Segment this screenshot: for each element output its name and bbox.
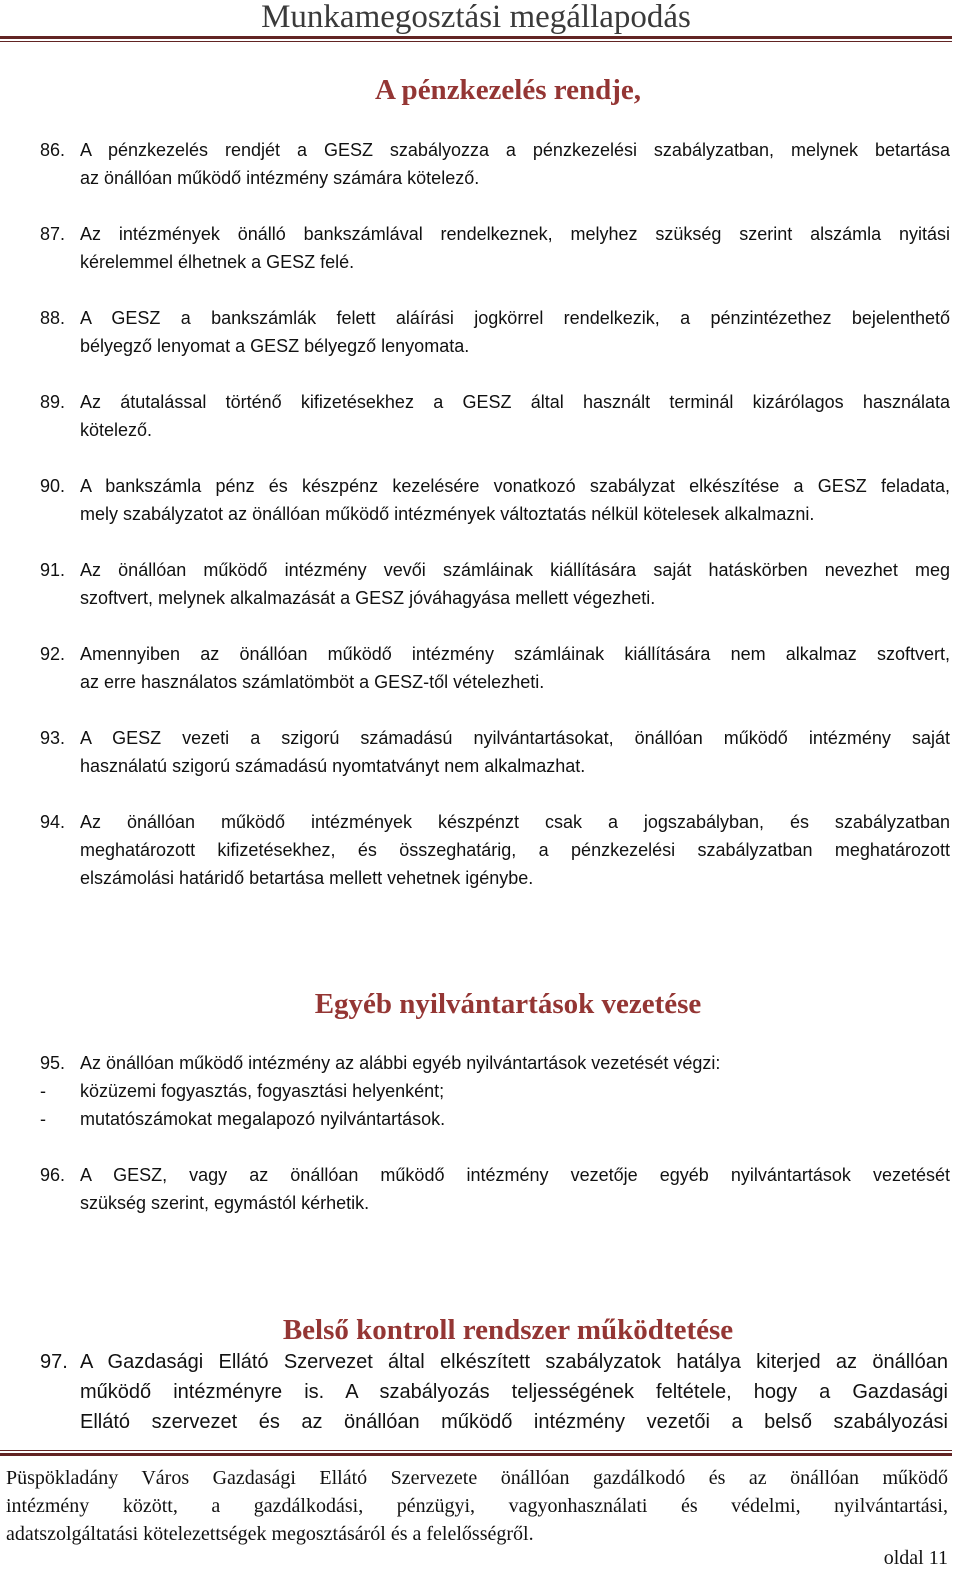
text-line: meghatározott kifizetésekhez, és összeghatárig, a pénzkezelési szabályzatban meghatározott xyxy=(80,840,950,860)
footer-line: intézmény között, a gazdálkodási, pénzügyi, vagyonhasználati és védelmi, nyilvántartási, xyxy=(6,1495,948,1517)
header-rule-thick xyxy=(0,36,952,39)
text-line: Amennyiben az önállóan működő intézmény számláinak kiállítására nem alkalmaz szoftvert, xyxy=(80,644,950,664)
paragraph-number: 88. xyxy=(40,308,66,328)
paragraph-number: 87. xyxy=(40,224,66,244)
paragraph-text xyxy=(80,472,950,528)
paragraph-text xyxy=(80,556,950,612)
paragraph-text xyxy=(80,1161,950,1217)
section-title: Egyéb nyilvántartások vezetése xyxy=(314,988,702,1020)
paragraph-text xyxy=(80,304,950,360)
paragraph-number: 90. xyxy=(40,476,66,496)
footer-line: Püspökladány Város Gazdasági Ellátó Szervezete önállóan gazdálkodó és az önállóan működő xyxy=(6,1467,948,1489)
section-title: Belső kontroll rendszer működtetése xyxy=(282,1314,734,1346)
text-line: A pénzkezelés rendjét a GESZ szabályozza a pénzkezelési szabályzatban, melynek betartása xyxy=(80,140,950,160)
list-marker: - xyxy=(40,1081,46,1101)
paragraph-text xyxy=(80,808,950,892)
header-rule-thin xyxy=(0,41,952,42)
page-footer xyxy=(6,1464,948,1548)
paragraph-text xyxy=(80,724,950,780)
text-line: bélyegző lenyomat a GESZ bélyegző lenyomata. xyxy=(80,336,470,356)
text-line: működő intézményre is. A szabályozás teljességének feltétele, hogy a Gazdasági xyxy=(80,1381,948,1403)
footer-line: adatszolgáltatási kötelezettségek megosztásáról és a felelősségről. xyxy=(6,1523,534,1545)
text-line: szükség szerint, egymástól kérhetik. xyxy=(80,1193,370,1213)
text-line: kérelemmel élhetnek a GESZ felé. xyxy=(80,252,355,272)
text-line: Ellátó szervezet és az önállóan működő intézmény vezetői a belső szabályozási xyxy=(80,1411,948,1433)
paragraph-number: 91. xyxy=(40,560,66,580)
list-item-text: közüzemi fogyasztás, fogyasztási helyenként; xyxy=(80,1081,445,1101)
text-line: szoftvert, melynek alkalmazását a GESZ jóváhagyása mellett végezheti. xyxy=(80,588,656,608)
paragraph-number: 96. xyxy=(40,1165,66,1185)
paragraph-number: 93. xyxy=(40,728,66,748)
text-line: A GESZ a bankszámlák felett aláírási jogkörrel rendelkezik, a pénzintézethez bejelenthető xyxy=(80,308,950,328)
paragraph-number: 95. xyxy=(40,1053,66,1073)
paragraph-text xyxy=(80,640,950,696)
bullet-list xyxy=(0,1077,960,1133)
text-line: A bankszámla pénz és készpénz kezelésére vonatkozó szabályzat elkészítése a GESZ feladata, xyxy=(80,476,950,496)
paragraph-text xyxy=(80,1347,948,1437)
list-item xyxy=(0,1077,960,1105)
paragraph-text xyxy=(80,388,950,444)
text-line: Az önállóan működő intézmény vevői számláinak kiállítására saját hatáskörben nevezhet meg xyxy=(80,560,950,580)
text-line: A Gazdasági Ellátó Szervezet által elkészített szabályzatok hatálya kiterjed az önállóan xyxy=(80,1351,948,1373)
text-line: A GESZ vezeti a szigorú számadású nyilvántartásokat, önállóan működő intézmény saját xyxy=(80,728,950,748)
list-item xyxy=(0,1105,960,1133)
text-line: az erre használatos számlatömböt a GESZ-től vételezheti. xyxy=(80,672,545,692)
footer-rule-thin xyxy=(0,1450,952,1451)
text-line: Az intézmények önálló bankszámlával rendelkeznek, melyhez szükség szerint alszámla nyitási xyxy=(80,224,950,244)
paragraph-text xyxy=(80,136,950,192)
list-marker: - xyxy=(40,1109,46,1129)
paragraph-text xyxy=(80,220,950,276)
text-line: A GESZ, vagy az önállóan működő intézmény vezetője egyéb nyilvántartások vezetését xyxy=(80,1165,950,1185)
text-line: Az önállóan működő intézmény az alábbi egyéb nyilvántartások vezetését végzi: xyxy=(80,1053,721,1073)
paragraph-number: 86. xyxy=(40,140,66,160)
document-header-title: Munkamegosztási megállapodás xyxy=(261,0,691,35)
text-line: kötelező. xyxy=(80,420,153,440)
paragraph-number: 97. xyxy=(40,1351,68,1373)
list-item-text: mutatószámokat megalapozó nyilvántartások. xyxy=(80,1109,446,1129)
footer-rule-thick xyxy=(0,1453,952,1456)
text-line: az önállóan működő intézmény számára kötelező. xyxy=(80,168,480,188)
text-line: Az átutalással történő kifizetésekhez a GESZ által használt terminál kizárólagos használata xyxy=(80,392,950,412)
text-line: elszámolási határidő betartása mellett vehetnek igénybe. xyxy=(80,868,534,888)
text-line: Az önállóan működő intézmények készpénzt csak a jogszabályban, és szabályzatban xyxy=(80,812,950,832)
page-number: oldal 11 xyxy=(883,1547,948,1569)
paragraph-number: 94. xyxy=(40,812,66,832)
paragraph-text xyxy=(80,1049,950,1077)
text-line: használatú szigorú számadású nyomtatványt nem alkalmazhat. xyxy=(80,756,586,776)
text-line: mely szabályzatot az önállóan működő intézmények változtatás nélkül kötelesek alkalmazni. xyxy=(80,504,815,524)
paragraph-number: 92. xyxy=(40,644,66,664)
paragraph-number: 89. xyxy=(40,392,66,412)
section-title: A pénzkezelés rendje, xyxy=(374,74,642,106)
